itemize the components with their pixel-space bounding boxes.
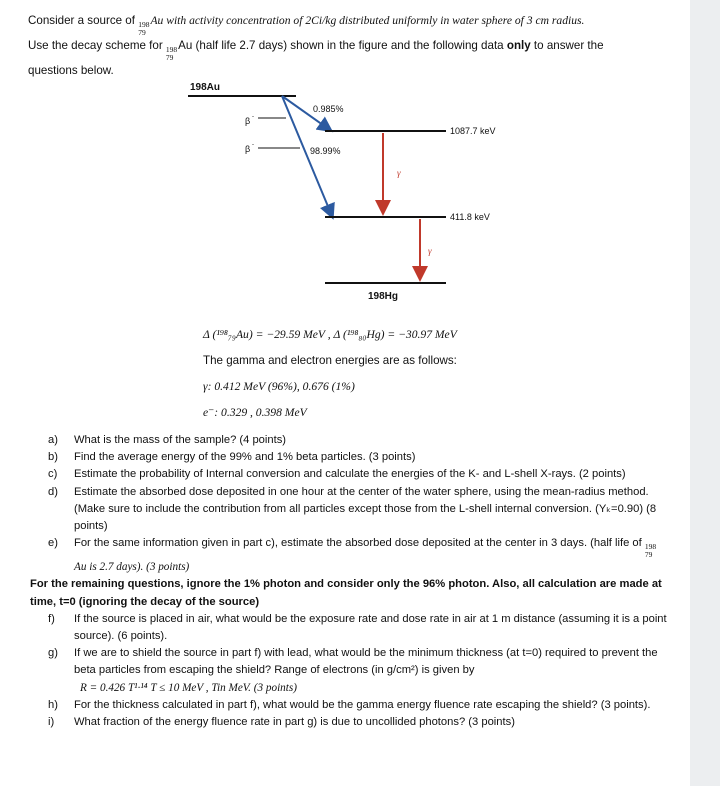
question-g: g) If we are to shield the source in part f) with lead, what would be the minimum thickness (at t=0) required to prevent the beta particles from escaping the shield? Range of electrons (in g/cm²) is given by R = 0.426 T¹·¹⁴ T ≤ 10 MeV , Tin MeV. (3 points) xyxy=(48,645,668,697)
question-f: f) If the source is placed in air, what would be the exposure rate and dose rate in air at 1 m distance (assuming it is a point source). (6 points). xyxy=(48,612,667,643)
question-list xyxy=(30,432,668,731)
beta-label-1: β xyxy=(245,116,251,126)
svg-text:-: - xyxy=(252,114,254,120)
beta-percent-2: 98.99% xyxy=(310,146,341,156)
beta-percent-1: 0.985% xyxy=(313,104,344,114)
daughter-label: 198Hg xyxy=(368,291,399,302)
question-i: i) What fraction of the energy fluence rate in part g) is due to uncollided photons? (3 points) xyxy=(48,716,515,729)
parent-label: 198Au xyxy=(190,82,221,93)
question-a: a) What is the mass of the sample? (4 points) xyxy=(48,434,287,446)
level-1087-label: 1087.7 keV xyxy=(450,126,496,136)
decay-scheme-figure xyxy=(0,0,720,320)
energies-intro-line: The gamma and electron energies are as follows: xyxy=(203,354,457,367)
nuclear-data xyxy=(203,322,663,426)
remaining-questions-note: For the remaining questions, ignore the 1% photon and consider only the 96% photon. Also, all calculation are made at time, t=0 (ignoring the decay of the source) xyxy=(30,578,662,608)
intro-line-3: questions below. xyxy=(28,64,114,77)
level-411-label: 411.8 keV xyxy=(450,212,490,222)
question-h: h) For the thickness calculated in part f), what would be the gamma energy fluence rate escaping the shield? (3 points). xyxy=(48,698,651,711)
question-e: e) For the same information given in part c), estimate the absorbed dose deposited at the center in 3 days. (half life of 198 79 Au is 2.7 days). (3 points) xyxy=(48,537,657,574)
question-c: c) Estimate the probability of Internal conversion and calculate the energies of the K- and L-shell X-rays. (2 points) xyxy=(48,468,626,481)
mass-excess-line: Δ (¹⁹⁸₇₉Au) = −29.59 MeV , Δ (¹⁹⁸₈₀Hg) = −30.97 MeV xyxy=(203,328,457,341)
electron-energies-line: e⁻: 0.329 , 0.398 MeV xyxy=(203,406,307,419)
svg-text:-: - xyxy=(252,142,254,148)
gamma-energies-line: γ: 0.412 MeV (96%), 0.676 (1%) xyxy=(203,380,355,393)
intro-line-2: Use the decay scheme for 198 79 Au (half life 2.7 days) shown in the figure and the following data only to answer the xyxy=(28,39,604,62)
gamma-label-1: γ xyxy=(397,168,401,178)
gamma-label-2: γ xyxy=(428,246,432,256)
beta-label-2: β xyxy=(245,144,251,154)
question-b: b) Find the average energy of the 99% and 1% beta particles. (3 points) xyxy=(48,451,416,464)
question-d: d) Estimate the absorbed dose deposited in one hour at the center of the water sphere, using the mean-radius method. (Make sure to include the contribution from all particles except those from the L-shell internal conversion. (Yₖ=0.90) (8 points) xyxy=(48,485,657,533)
electron-range-formula: R = 0.426 T¹·¹⁴ T ≤ 10 MeV , Tin MeV. (3 points) xyxy=(80,681,297,694)
intro-line-1: Consider a source of 198 79 Au with activity concentration of 2Ci/kg distributed uniformly in water sphere of 3 cm radius. xyxy=(28,14,585,37)
